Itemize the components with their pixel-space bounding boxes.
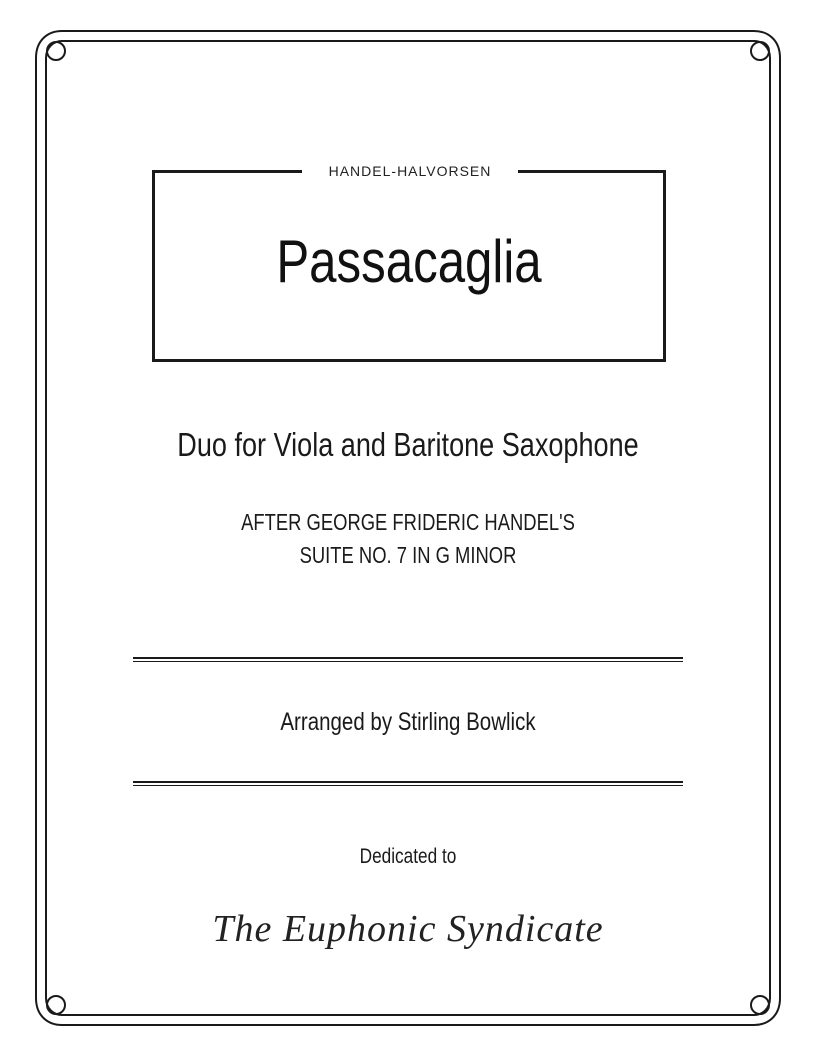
dedicatee-name: The Euphonic Syndicate bbox=[212, 908, 604, 950]
arranger-credit: Arranged by Stirling Bowlick bbox=[280, 708, 536, 736]
source-line-2: SUITE NO. 7 IN G MINOR bbox=[299, 542, 517, 568]
page-title: Passacaglia bbox=[276, 228, 542, 295]
instrumentation-subtitle: Duo for Viola and Baritone Saxophone bbox=[177, 426, 639, 463]
divider-bottom bbox=[133, 781, 683, 783]
dedication-label: Dedicated to bbox=[359, 845, 457, 868]
divider-top bbox=[133, 657, 683, 659]
composer-label: HANDEL-HALVORSEN bbox=[302, 161, 518, 181]
source-line-1: AFTER GEORGE FRIDERIC HANDEL'S bbox=[241, 509, 575, 535]
